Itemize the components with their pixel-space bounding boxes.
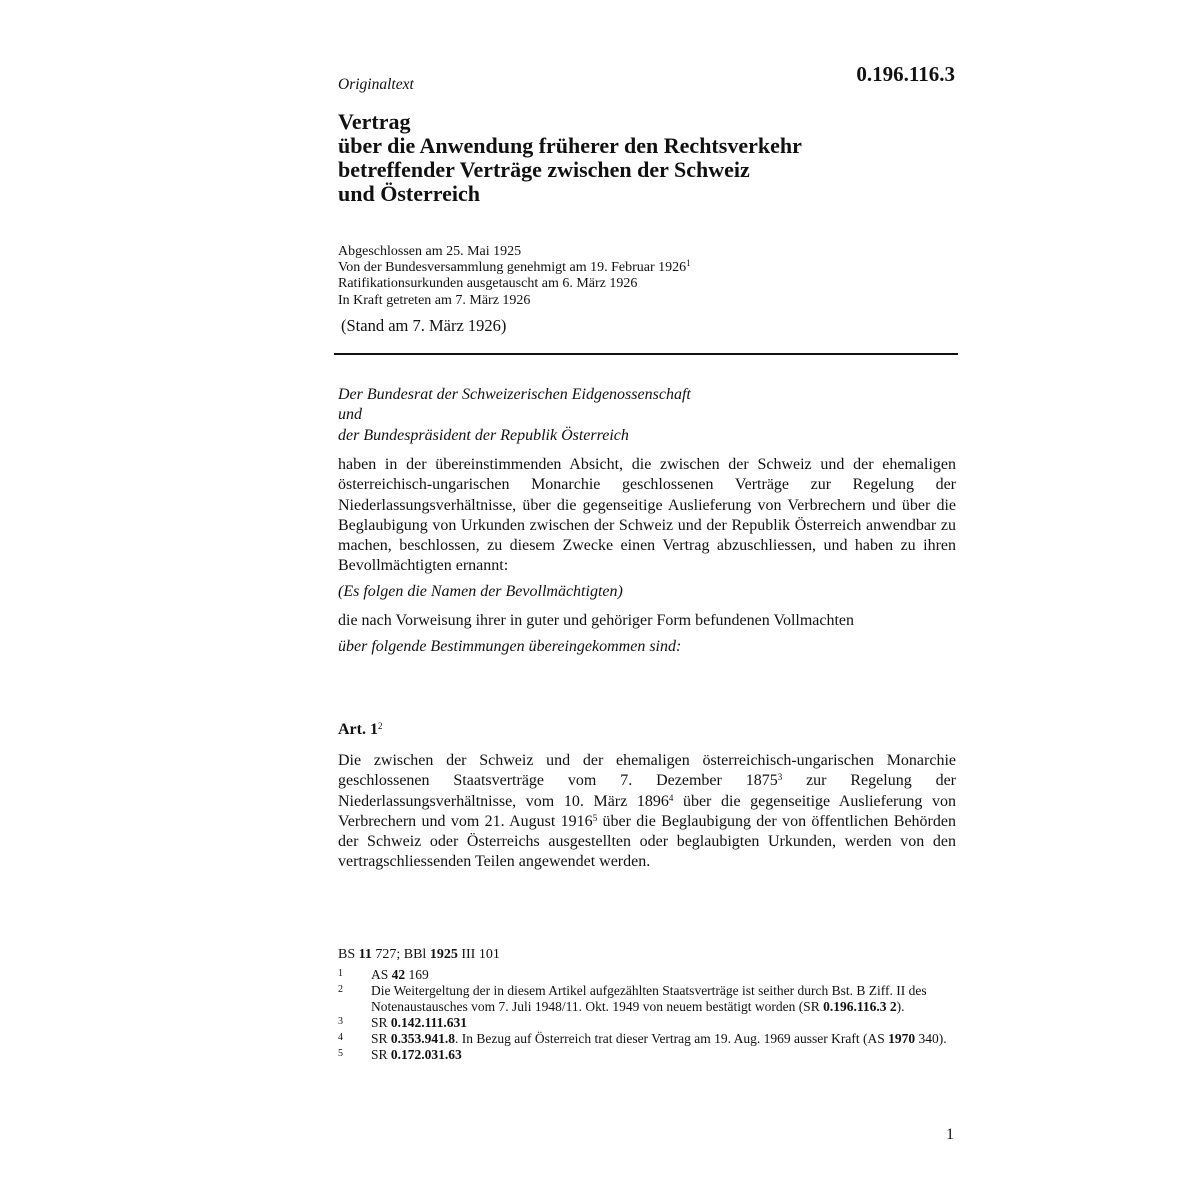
- footnote: [338, 983, 958, 1015]
- page-number: 1: [946, 1126, 954, 1143]
- footnote-number: 5: [338, 1047, 343, 1059]
- sr-number: 0.196.116.3: [856, 62, 955, 86]
- header-divider: [334, 353, 958, 355]
- party-line: der Bundespräsident der Republik Österreich: [338, 426, 629, 444]
- article-1-heading: Art. $1^2$: [338, 721, 383, 738]
- plenipotentiaries-note: (Es folgen die Namen der Bevollmächtigten): [338, 583, 623, 600]
- preamble-intent: haben in der übereinstimmenden Absicht, die zwischen der Schweiz und der ehemaligen österreichisch-ungarischen Monarchie geschlossenen Verträge zur Regelung der Niederlassungsverhältnisse, über die gegenseitige Auslieferung von Verbrechern und über die Beglaubigung von Urkunden zwischen der Schweiz und der Republik Österreich anwendbar zu machen, beschlossen, zu diesem Zwecke einen Vertrag abzuschliessen, und haben zu ihren Bevollmächtigten ernannt:: [338, 456, 956, 575]
- source-reference: BS 11 727; BBl 1925 III 101: [338, 947, 500, 962]
- title-line: Vertrag: [338, 109, 411, 134]
- status-date: (Stand am 7. März 1926): [341, 316, 507, 335]
- party-line: und: [338, 406, 362, 424]
- footnote-text: SR 0.142.111.631: [371, 1014, 468, 1030]
- footnotes-list: [338, 967, 958, 1062]
- title-line: und Österreich: [338, 181, 480, 206]
- title-line: betreffender Verträge zwischen der Schweiz: [338, 157, 750, 182]
- footnote-text: Die Weitergeltung der in diesem Artikel aufgezählten Staatsverträge ist seither durch Bst. B Ziff. II des Notenaustausches vom 7. Juli 1948/11. Okt. 1949 von neuem bestätigt worden (SR 0.196.116.3 2).: [371, 982, 927, 1014]
- ratification-date: Ratifikationsurkunden ausgetauscht am 6. März 1926: [338, 276, 638, 292]
- document-title: [338, 110, 802, 206]
- footnote-number: 1: [338, 968, 343, 979]
- treaty-metadata: [338, 244, 691, 309]
- original-text-label: Originaltext: [338, 76, 414, 93]
- in-force-date: In Kraft getreten am 7. März 1926: [338, 292, 531, 308]
- credentials-text: die nach Vorweisung ihrer in guter und gehöriger Form befundenen Vollmachten: [338, 612, 855, 629]
- preamble-parties: [338, 385, 691, 446]
- title-line: über die Anwendung früherer den Rechtsverkehr: [338, 133, 802, 158]
- footnote-number: 3: [338, 1015, 343, 1027]
- footnote-number: 2: [338, 983, 343, 995]
- footnote: [338, 1047, 958, 1063]
- approved-date: Von der Bundesversammlung genehmigt am 19. Februar 1926$^1$: [338, 258, 691, 276]
- party-line: Der Bundesrat der Schweizerischen Eidgenossenschaft: [338, 386, 691, 403]
- footnote: [338, 967, 958, 983]
- concluded-date: Abgeschlossen am 25. Mai 1925: [338, 244, 522, 259]
- footnote-ref[interactable]: 3: [777, 772, 783, 783]
- footnote-number: 4: [338, 1031, 343, 1043]
- footnote-ref[interactable]: 4: [668, 792, 674, 803]
- footnote-ref[interactable]: 2: [377, 721, 383, 731]
- agreement-text: über folgende Bestimmungen übereingekommen sind:: [338, 638, 682, 655]
- footnote-text: SR 0.172.031.63: [371, 1046, 462, 1062]
- footnote-ref[interactable]: 1: [686, 258, 691, 269]
- footnote-text: SR 0.353.941.8. In Bezug auf Österreich trat dieser Vertrag am 19. Aug. 1969 ausser Kraft (AS 1970 340).: [371, 1030, 947, 1046]
- footnote-text: AS 42 169: [371, 967, 429, 982]
- footnote: [338, 1015, 958, 1031]
- article-1-body: Die zwischen der Schweiz und der ehemaligen österreichisch-ungarischen Monarchie geschlossenen Staatsverträge vom 7. Dezember 1875$^3$ zur Regelung der Niederlassungsverhältnisse, vom 10. März 1896$^4$ über die gegenseitige Auslieferung von Verbrechern und vom 21. August 1916$^5$ über die Beglaubigung der von öffentlichen Behörden der Schweiz oder Österreichs ausgestellten oder beglaubigten Urkunden, werden von den vertragschliessenden Teilen angewendet werden.: [338, 752, 957, 871]
- footnote-ref[interactable]: 5: [592, 812, 598, 823]
- footnote: [338, 1031, 958, 1047]
